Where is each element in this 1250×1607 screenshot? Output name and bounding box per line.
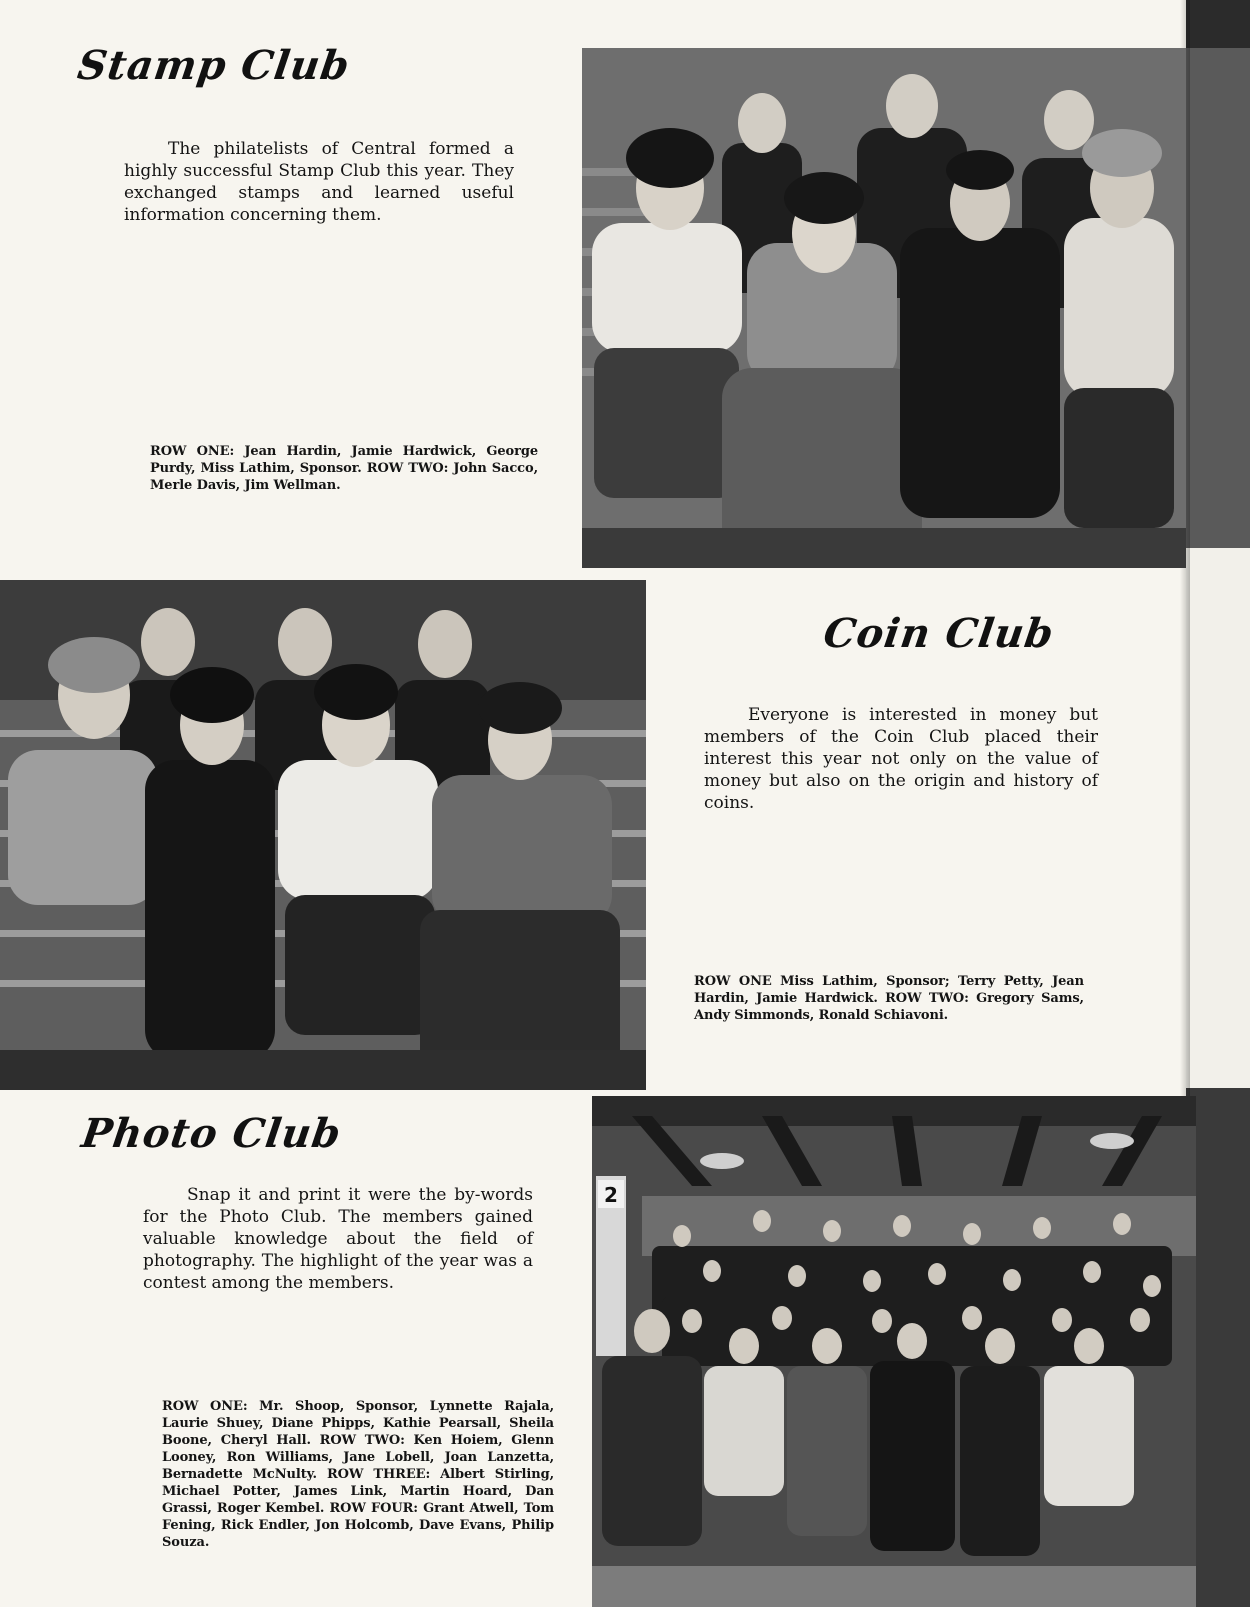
scoreboard-number: 2 bbox=[604, 1183, 618, 1207]
stamp-club-photo-art bbox=[582, 48, 1186, 568]
photo-club-description: Snap it and print it were the by-words for the Photo Club. The members gained valuable knowledge about the field of photography. The highlight of the year was a contest among the members. bbox=[143, 1185, 533, 1293]
stamp-club-group-photo bbox=[582, 48, 1186, 568]
photo-club-title: Photo Club bbox=[78, 1110, 345, 1157]
coin-club-photo-art bbox=[0, 580, 646, 1090]
coin-club-description: Everyone is interested in money but members of the Coin Club placed their interest this year not only on the value of money but also on the origin and history of coins. bbox=[704, 705, 1098, 813]
coin-club-group-photo bbox=[0, 580, 646, 1090]
stamp-club-title: Stamp Club bbox=[74, 42, 353, 89]
photo-club-photo-art bbox=[592, 1096, 1196, 1607]
stamp-club-description: The philatelists of Central formed a highly successful Stamp Club this year. They exchanged stamps and learned useful information concerning them. bbox=[124, 139, 514, 225]
photo-club-group-photo bbox=[592, 1096, 1196, 1607]
stamp-club-caption: ROW ONE: Jean Hardin, Jamie Hardwick, George Purdy, Miss Lathim, Sponsor. ROW TWO: John Sacco, Merle Davis, Jim Wellman. bbox=[150, 444, 538, 493]
coin-club-caption: ROW ONE Miss Lathim, Sponsor; Terry Petty, Jean Hardin, Jamie Hardwick. ROW TWO: Gregory Sams, Andy Simmonds, Ronald Schiavoni. bbox=[694, 974, 1084, 1023]
adjacent-photo-top bbox=[1186, 48, 1250, 548]
adjacent-page-blank bbox=[1186, 548, 1250, 1088]
photo-club-caption: ROW ONE: Mr. Shoop, Sponsor, Lynnette Rajala, Laurie Shuey, Diane Phipps, Kathie Pearsall, Sheila Boone, Cheryl Hall. ROW TWO: Ken Hoiem, Glenn Looney, Ron Williams, Jane Lobell, Joan Lanzetta, Bernadette McNulty. ROW THREE: Albert Stirling, Michael Potter, James Link, Martin Hoard, Dan Grassi, Roger Kembel. ROW FOUR: Grant Atwell, Tom Fening, Rick Endler, Jon Holcomb, Dave Evans, Philip Souza. bbox=[162, 1399, 554, 1550]
coin-club-title: Coin Club bbox=[820, 610, 1058, 657]
